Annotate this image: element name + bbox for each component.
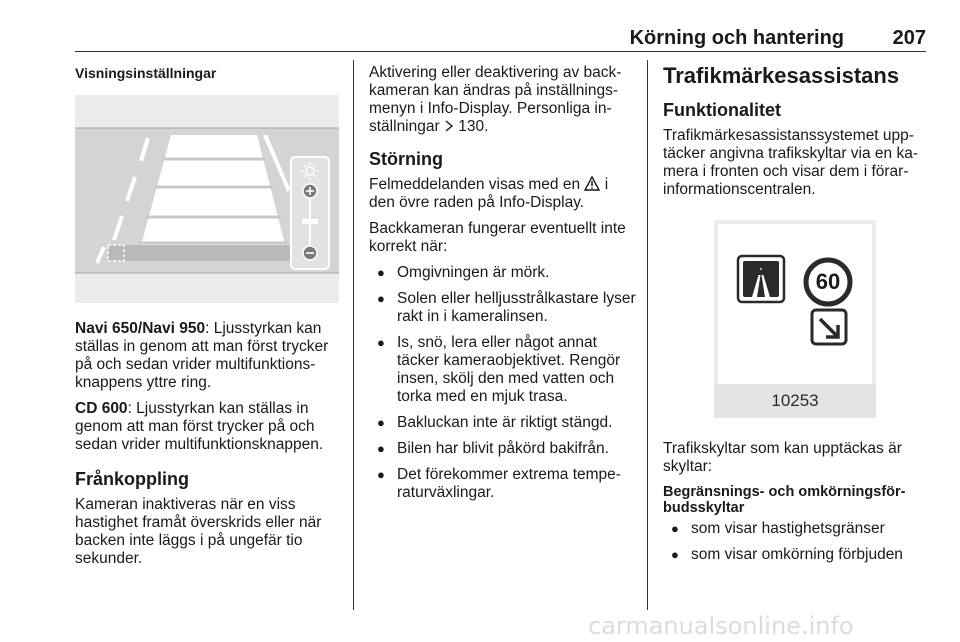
- heading-frankoppling: Frånkoppling: [75, 469, 189, 489]
- display-screen: [718, 224, 872, 384]
- slider-handle: [302, 219, 318, 224]
- figure-code: 10253: [771, 391, 819, 410]
- fault-intro: Backkameran fungerar eventuellt inte korrekt när:: [369, 220, 626, 255]
- error-paragraph: [369, 176, 637, 212]
- heading-functionality: Funktionalitet: [663, 100, 781, 120]
- list-item: ● Omgivningen är mörk.: [369, 264, 637, 282]
- watermark: carmanualsonline.info: [588, 612, 854, 640]
- frankoppling-text: Kameran inaktiveras när en viss hastighet framåt överskrids eller när backen inte läggs i på ungefär tio sekunder.: [75, 496, 322, 567]
- limits-list: [663, 520, 928, 564]
- navi-text: : Ljusstyrkan kan ställas in genom att man först trycker på och sedan vrider multifunktionsknappens yttre ring.: [75, 320, 329, 391]
- column-3: [663, 64, 928, 207]
- traffic-sign-figure: [714, 220, 876, 418]
- functionality-text: Trafikmärkesassistanssystemet upptäcker angivna trafikskyltar via en kamera i fronten och visar dem i förarinformationscentralen.: [663, 127, 919, 198]
- error-text-a: Felmeddelanden visas med en: [369, 176, 581, 193]
- conditions-list: [369, 264, 637, 502]
- list-item: ● Is, snö, lera eller något annat täcker kameraobjektivet. Rengör insen, skölj den med vatten och torka med en mjuk trasa.: [369, 334, 637, 406]
- page-reference-arrow-icon: [444, 120, 454, 132]
- column-1: [75, 64, 345, 82]
- warning-triangle-icon: [584, 176, 600, 191]
- column-2: [369, 64, 637, 510]
- bumper-bar: [108, 245, 318, 261]
- list-item: ● som visar omkörning förbjuden: [663, 546, 928, 564]
- column-3-body: [663, 440, 928, 572]
- list-item: ● Bilen har blivit påkörd bakifrån.: [369, 440, 637, 458]
- error-text-b: i den övre raden på Info-Display.: [369, 176, 609, 211]
- intro-ref: 130.: [458, 118, 489, 135]
- page-number: 207: [892, 27, 926, 49]
- navi-label: Navi 650/Navi 950: [75, 320, 206, 337]
- detect-text: Trafikskyltar som kan upptäckas är skyltar:: [663, 440, 902, 475]
- camera-display-figure: [75, 95, 339, 303]
- heading-traffic-sign-assist: Trafikmärkesassistans: [663, 63, 900, 88]
- navi-paragraph: [75, 320, 345, 392]
- list-item: ● Bakluckan inte är riktigt stängd.: [369, 414, 637, 432]
- list-item: ● Det förekommer extrema temperaturväxlingar.: [369, 466, 637, 502]
- list-item: ● som visar hastighetsgränser: [663, 520, 928, 538]
- intro-text: Aktivering eller deaktivering av backkameran kan ändras på inställningsmenyn i Info-Display. Personliga inställningar: [369, 64, 622, 135]
- column-divider: [353, 60, 354, 610]
- limits-title: Begränsnings- och omkörningsförbudsskyltar: [663, 484, 906, 516]
- intro-paragraph: [369, 64, 637, 136]
- header-title: Körning och hantering: [629, 27, 844, 49]
- cd-paragraph: [75, 400, 345, 454]
- section-title-display-settings: Visningsinställningar: [75, 65, 217, 81]
- heading-storning: Störning: [369, 149, 443, 169]
- column-1-body: [75, 320, 345, 576]
- speed-limit-value: 60: [815, 269, 841, 294]
- page-header: [75, 26, 926, 52]
- cd-text: : Ljusstyrkan kan ställas in genom att man först trycker på och sedan vrider multifunktionsknappen.: [75, 400, 324, 453]
- column-divider: [647, 60, 648, 610]
- list-item: ● Solen eller helljusstrålkastare lyser rakt in i kameralinsen.: [369, 290, 637, 326]
- cd-label: CD 600: [75, 400, 128, 417]
